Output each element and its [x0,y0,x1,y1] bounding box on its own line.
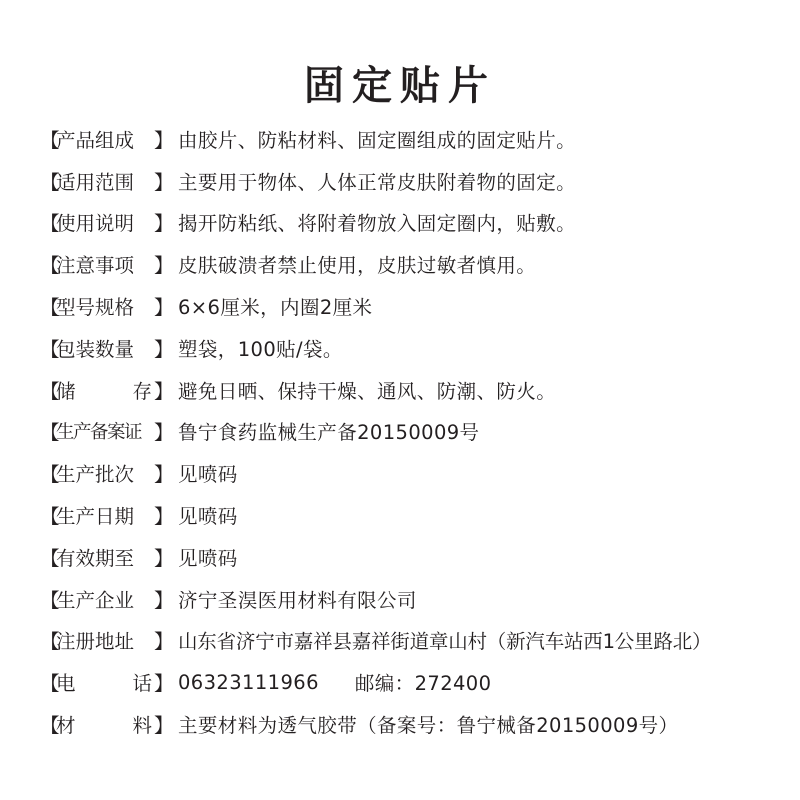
field-value: 由胶片、防粘材料、固定圈组成的固定贴片。 [178,128,577,152]
close-bracket: 】 [154,421,174,445]
row-product-composition [40,118,790,160]
field-label [40,543,174,571]
open-bracket: 【 [40,714,60,738]
close-bracket: 】 [154,463,174,487]
row-phone [40,661,790,703]
field-value: 鲁宁食药监械生产备20150009号 [178,421,480,445]
field-label [40,417,174,445]
close-bracket: 】 [154,170,174,194]
label-text: 生产企业 [56,588,135,612]
field-value: 揭开防粘纸、将附着物放入固定圈内，贴敷。 [178,212,577,236]
field-label [40,292,174,320]
close-bracket: 】 [154,128,174,152]
label-text [54,668,154,696]
phone-number: 06323111966 [178,670,319,694]
label-char: 电 [56,672,76,696]
row-manufacturer [40,578,790,620]
field-label [40,250,174,278]
field-label [40,208,174,236]
open-bracket: 【 [40,463,60,487]
open-bracket: 【 [40,296,60,320]
row-precautions [40,243,790,285]
row-instructions [40,202,790,244]
open-bracket: 【 [40,254,60,278]
field-value: 见喷码 [178,463,238,487]
field-label [40,668,174,696]
open-bracket: 【 [40,212,60,236]
open-bracket: 【 [40,379,60,403]
close-bracket: 】 [154,588,174,612]
row-model-spec [40,285,790,327]
field-label [40,167,174,195]
field-label [40,125,174,153]
row-scope-of-application [40,160,790,202]
close-bracket: 】 [154,379,174,403]
close-bracket: 】 [154,212,174,236]
field-label [40,585,174,613]
label-text: 有效期至 [56,546,135,570]
label-char: 储 [56,379,76,403]
label-text [54,376,154,404]
label-text: 生产批次 [56,463,135,487]
label-text: 使用说明 [56,212,135,236]
field-label [40,710,174,738]
field-label [40,334,174,362]
open-bracket: 【 [40,337,60,361]
field-value: 见喷码 [178,505,238,529]
row-batch [40,452,790,494]
label-char: 材 [56,714,76,738]
label-text: 包装数量 [56,337,135,361]
row-production-license [40,411,790,453]
label-text: 生产备案证 [56,422,142,444]
field-value: 山东省济宁市嘉祥县嘉祥街道章山村（新汽车站西1公里路北） [178,630,712,654]
close-bracket: 】 [154,672,174,696]
row-registered-address [40,620,790,662]
open-bracket: 【 [40,672,60,696]
close-bracket: 】 [154,546,174,570]
field-label [40,501,174,529]
label-text: 型号规格 [56,296,135,320]
field-value: 见喷码 [178,546,238,570]
close-bracket: 】 [154,630,174,654]
open-bracket: 【 [40,630,60,654]
label-char: 料 [132,714,152,738]
open-bracket: 【 [40,546,60,570]
row-storage [40,369,790,411]
row-production-date [40,494,790,536]
spec-list [40,118,790,745]
label-text: 注册地址 [56,630,135,654]
label-text: 生产日期 [56,505,135,529]
label-text: 适用范围 [56,170,135,194]
field-value: 济宁圣淏医用材料有限公司 [178,588,417,612]
field-value: 塑袋，100贴/袋。 [178,337,343,361]
open-bracket: 【 [40,170,60,194]
field-value: 皮肤破溃者禁止使用，皮肤过敏者慎用。 [178,254,537,278]
field-value: 避免日晒、保持干燥、通风、防潮、防火。 [178,379,557,403]
close-bracket: 】 [154,505,174,529]
label-char: 话 [132,672,152,696]
row-expiry-date [40,536,790,578]
close-bracket: 】 [154,714,174,738]
field-label [40,376,174,404]
open-bracket: 【 [40,128,60,152]
field-value: 6×6厘米，内圈2厘米 [178,296,373,320]
label-text: 产品组成 [56,128,135,152]
close-bracket: 】 [154,254,174,278]
open-bracket: 【 [40,421,60,445]
page-title: 固定贴片 [304,62,496,109]
field-label [40,459,174,487]
close-bracket: 】 [154,296,174,320]
close-bracket: 】 [154,337,174,361]
open-bracket: 【 [40,505,60,529]
label-text: 注意事项 [56,254,135,278]
field-value: 主要材料为透气胶带（备案号：鲁宁械备20150009号） [178,714,679,738]
label-char: 存 [132,379,152,403]
label-text [54,710,154,738]
field-label [40,626,174,654]
field-value: 主要用于物体、人体正常皮肤附着物的固定。 [178,170,577,194]
row-package-quantity [40,327,790,369]
row-material [40,703,790,745]
open-bracket: 【 [40,588,60,612]
postal-code: 邮编：272400 [354,672,492,696]
